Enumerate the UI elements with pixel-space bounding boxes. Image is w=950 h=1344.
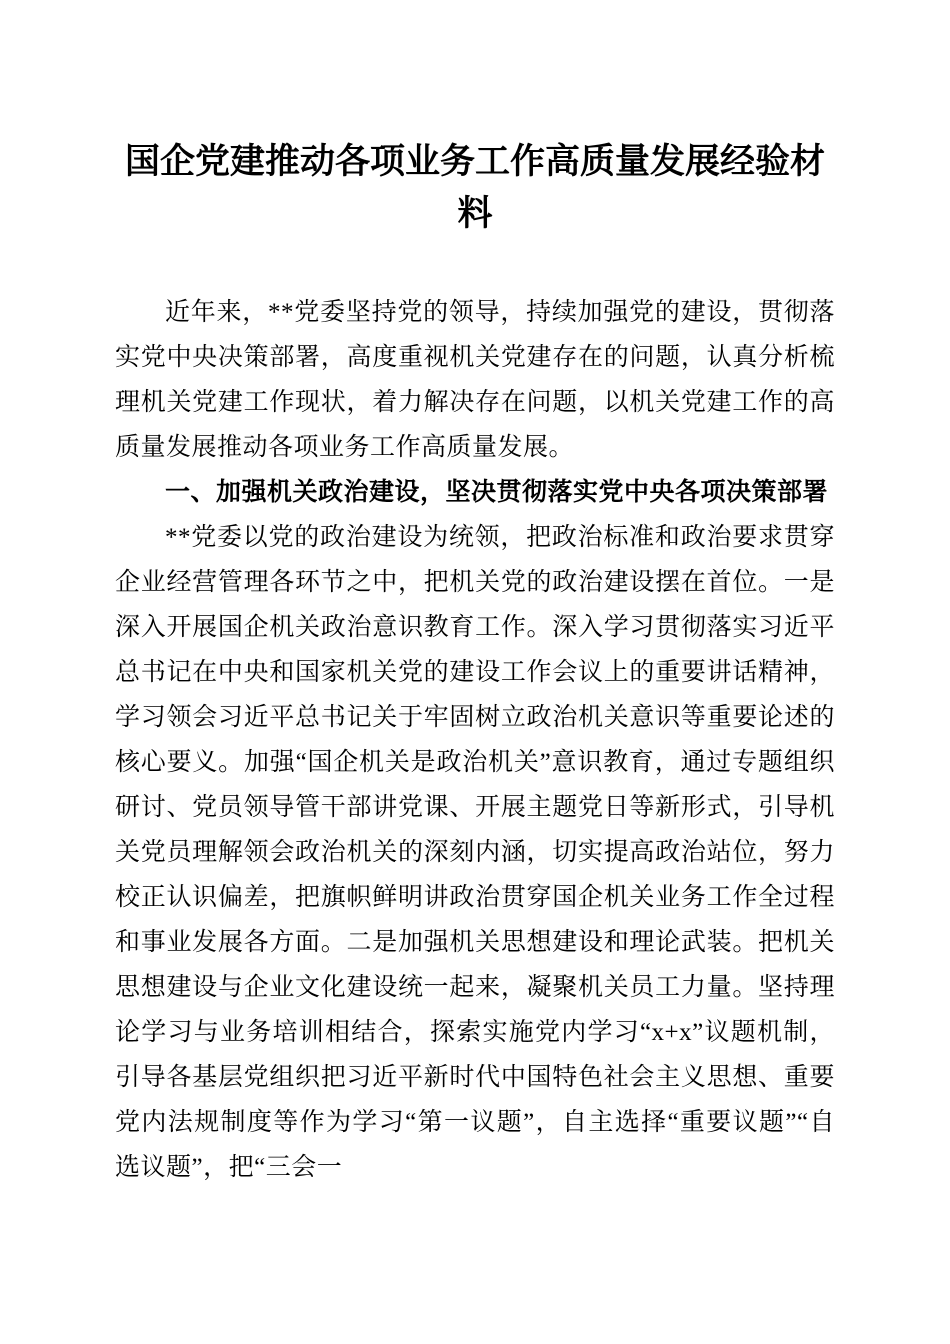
document-title: 国企党建推动各项业务工作高质量发展经验材料 [124,142,825,233]
section-heading-1: 一、加强机关政治建设，坚决贯彻落实党中央各项决策部署 [165,478,829,506]
body-paragraph-intro: 近年来，**党委坚持党的领导，持续加强党的建设，贯彻落实党中央决策部署，高度重视机关党建存在的问题，认真分析梳理机关党建工作现状，着力解决存在问题，以机关党建工作的高质量发展推动各项业务工作高质量发展。 [115,299,835,461]
body-paragraph-section-1: **党委以党的政治建设为统领，把政治标准和政治要求贯穿企业经营管理各环节之中，把机关党的政治建设摆在首位。一是深入开展国企机关政治意识教育工作。深入学习贯彻落实习近平总书记在中央和国家机关党的建设工作会议上的重要讲话精神，学习领会习近平总书记关于牢固树立政治机关意识等重要论述的核心要义。加强“国企机关是政治机关”意识教育，通过专题组织研讨、党员领导管干部讲党课、开展主题党日等新形式，引导机关党员理解领会政治机关的深刻内涵，切实提高政治站位，努力校正认识偏差，把旗帜鲜明讲政治贯穿国企机关业务工作全过程和事业发展各方面。二是加强机关思想建设和理论武装。把机关思想建设与企业文化建设统一起来，凝聚机关员工力量。坚持理论学习与业务培训相结合，探索实施党内学习“x+x”议题机制，引导各基层党组织把习近平新时代中国特色社会主义思想、重要党内法规制度等作为学习“第一议题”，自主选择“重要议题”“自选议题”，把“三会一 [115,524,835,1181]
